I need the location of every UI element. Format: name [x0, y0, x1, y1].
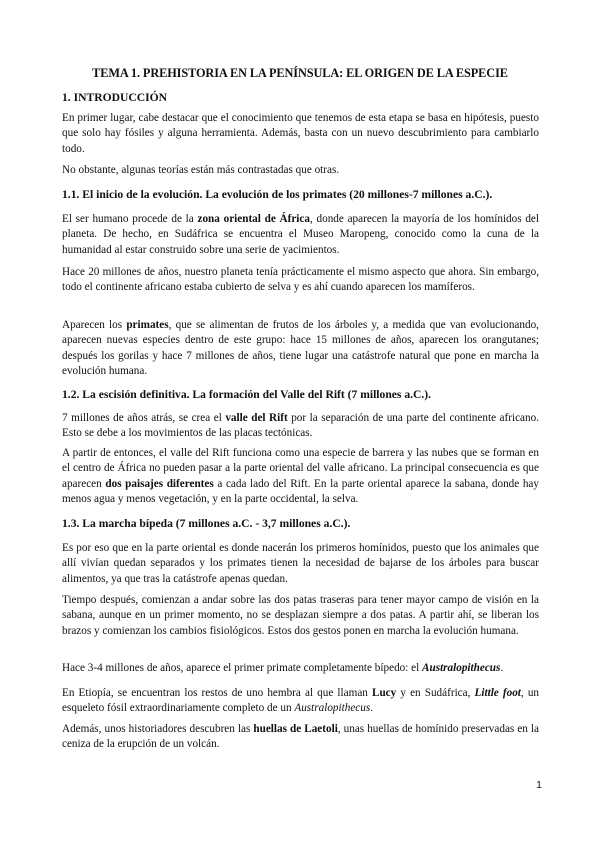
paragraph-1-3-2: Tiempo después, comienzan a andar sobre las dos patas traseras para tener mayor campo de visión en la sabana, aunque en un primer momento, no se desplazan siempre a dos patas. A partir ahí, se liberan los brazos y comienzan los cambios fisiológicos. Estos dos gestos ponen en marcha la evolución humana.: [62, 594, 539, 637]
paragraph-1-1-2: Hace 20 millones de años, nuestro planeta tenía prácticamente el mismo aspecto que ahora. Sin embargo, todo el continente africano estaba cubierto de selva y es ahí cuando aparecen los mamíferos.: [62, 266, 539, 294]
paragraph-1-1-1: El ser humano procede de la zona oriental de África, donde aparecen la mayoría de los homínidos del planeta. De hecho, en Sudáfrica se encuentra el Museo Maropeng, conocido como la cuna de la humanidad al estar construido sobre una serie de yacimientos.: [62, 213, 539, 256]
emphasis-valle-rift: valle del Rift: [225, 412, 288, 424]
paragraph-intro-2: No obstante, algunas teorías están más contrastadas que otras.: [62, 164, 340, 176]
page-number: 1: [536, 779, 542, 791]
heading-introduccion: 1. INTRODUCCIÓN: [62, 91, 167, 104]
heading-section-1-2: 1.2. La escisión definitiva. La formación del Valle del Rift (7 millones a.C.).: [62, 388, 432, 401]
paragraph-1-3-1: Es por eso que en la parte oriental es donde nacerán los primeros homínidos, puesto que los animales que allí vivían quedan separados y los primates tienen la necesidad de bajarse de los árboles para buscar alimentos, ya que tras la catástrofe apenas quedan.: [62, 542, 539, 585]
paragraph-1-3-4: En Etiopía, se encuentran los restos de uno hembra al que llaman Lucy y en Sudáfrica, Little foot, un esqueleto fósil extraordinariamente completo de un Australopithecus.: [62, 687, 540, 715]
heading-section-1-1: 1.1. El inicio de la evolución. La evolución de los primates (20 millones-7 millones a.C.).: [62, 188, 493, 201]
paragraph-1-2-2: A partir de entonces, el valle del Rift funciona como una especie de barrera y las nubes que se forman en el centro de África no pueden pasar a la parte oriental del valle africano. La principal consecuencia es que aparecen dos paisajes diferentes a cada lado del Rift. En la parte oriental aparece la sabana, donde hay menos agua y menos vegetación, y en la parte occidental, la selva.: [62, 447, 539, 506]
page-title: TEMA 1. PREHISTORIA EN LA PENÍNSULA: EL ORIGEN DE LA ESPECIE: [92, 66, 508, 80]
emphasis-lucy: Lucy: [372, 687, 397, 699]
heading-section-1-3: 1.3. La marcha bípeda (7 millones a.C. - 3,7 millones a.C.).: [62, 517, 351, 530]
paragraph-1-3-3: Hace 3-4 millones de años, aparece el primer primate completamente bípedo: el Australopithecus.: [62, 662, 504, 674]
paragraph-1-2-1: 7 millones de años atrás, se crea el valle del Rift por la separación de una parte del continente africano. Esto se debe a los movimientos de las placas tectónicas.: [62, 412, 540, 440]
paragraph-intro-1: En primer lugar, cabe destacar que el conocimiento que tenemos de esta etapa se basa en hipótesis, puesto que solo hay fósiles y alguna herramienta. Además, basta con un nuevo descubrimiento para cambiarlo todo.: [62, 112, 539, 155]
emphasis-australopithecus: Australopithecus: [422, 662, 501, 674]
emphasis-primates: primates: [126, 319, 169, 331]
emphasis-australopithecus-2: Australopithecus: [294, 702, 371, 715]
paragraph-1-3-5: Además, unos historiadores descubren las huellas de Laetoli, unas huellas de homínido preservadas en la ceniza de la erupción de un volcán.: [62, 723, 539, 751]
emphasis-little-foot: Little foot: [474, 687, 521, 699]
emphasis-huellas-laetoli: huellas de Laetoli: [253, 723, 338, 735]
emphasis-zona-oriental: zona oriental de África: [197, 213, 310, 225]
emphasis-dos-paisajes: dos paisajes diferentes: [105, 477, 214, 490]
paragraph-1-1-3: Aparecen los primates, que se alimentan de frutos de los árboles y, a medida que van evolucionando, aparecen nuevas especies dentro de este grupo: hace 15 millones de años, aparecen los orangutanes; después los gorilas y hace 7 millones de años, tiene lugar una catástrofe natural que pone en marcha la evolución humana.: [62, 319, 539, 378]
